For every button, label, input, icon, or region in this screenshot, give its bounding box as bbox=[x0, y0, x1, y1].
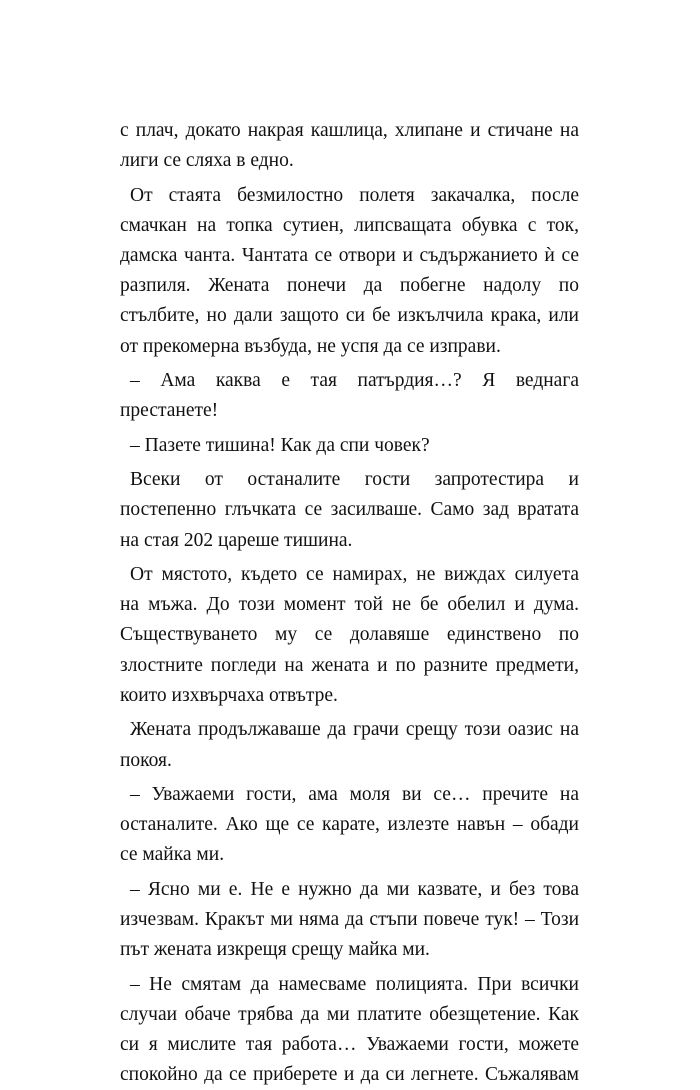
text-line: Всеки от останалите гости запротестира и bbox=[130, 469, 579, 491]
text-line: дамска чанта. Чантата се отвори и съдържанието ѝ се bbox=[120, 245, 579, 267]
text-line: стълбите, но дали защото си бе изкълчила крака, или bbox=[120, 305, 579, 327]
text-line: с плач, докато накрая кашлица, хлипане и стичане на bbox=[120, 120, 579, 141]
text-line: лиги се сляха в едно. bbox=[120, 150, 294, 172]
text-line: които изхвърчаха отвътре. bbox=[120, 684, 338, 706]
text-line: от прекомерна възбуда, не успя да се изправи. bbox=[120, 335, 501, 357]
text-line: се майка ми. bbox=[120, 844, 225, 866]
text-line: – Ама каква е тая патърдия…? Я веднага bbox=[130, 370, 579, 392]
text-line: – Пазете тишина! Как да спи човек? bbox=[130, 434, 430, 456]
text-line: случаи обаче трябва да ми платите обезщетение. Как bbox=[120, 1003, 579, 1025]
text-line: От стаята безмилостно полетя закачалка, после bbox=[130, 184, 579, 206]
text-line: разпиля. Жената понечи да побегне надолу по bbox=[120, 275, 579, 297]
text-line: – Ясно ми е. Не е нужно да ми казвате, и без това bbox=[130, 878, 579, 900]
text-line: си я мислите тая работа… Уважаеми гости, можете bbox=[120, 1034, 579, 1056]
text-line: останалите. Ако ще се карате, излезте навън – обади bbox=[120, 814, 579, 836]
text-line: смачкан на топка сутиен, липсващата обувка с ток, bbox=[120, 214, 579, 236]
text-line: постепенно глъчката се засилваше. Само зад вратата bbox=[120, 499, 579, 521]
text-line: От мястото, където се намирах, не виждах силуета bbox=[130, 564, 579, 586]
text-line: Жената продължаваше да грачи срещу този оазис на bbox=[130, 719, 579, 741]
text-line: на стая 202 цареше тишина. bbox=[120, 529, 353, 551]
text-line: Съществуването му се долавяше единствено по bbox=[120, 624, 579, 646]
text-line: на мъжа. До този момент той не бе обелил и дума. bbox=[120, 594, 579, 616]
text-line: път жената изкрещя срещу майка ми. bbox=[120, 939, 430, 961]
body-text bbox=[120, 116, 579, 1090]
text-line: спокойно да се приберете и да си легнете. Съжалявам bbox=[120, 1064, 579, 1086]
text-line: изчезвам. Кракът ми няма да стъпи повече тук! – Този bbox=[120, 909, 579, 931]
text-line: покоя. bbox=[120, 749, 172, 771]
text-line: – Не смятам да намесваме полицията. При всички bbox=[130, 973, 579, 995]
text-line: престанете! bbox=[120, 400, 219, 422]
text-line: – Уважаеми гости, ама моля ви се… пречите на bbox=[130, 784, 579, 806]
text-line: злостните погледи на жената и по разните предмети, bbox=[120, 654, 579, 676]
